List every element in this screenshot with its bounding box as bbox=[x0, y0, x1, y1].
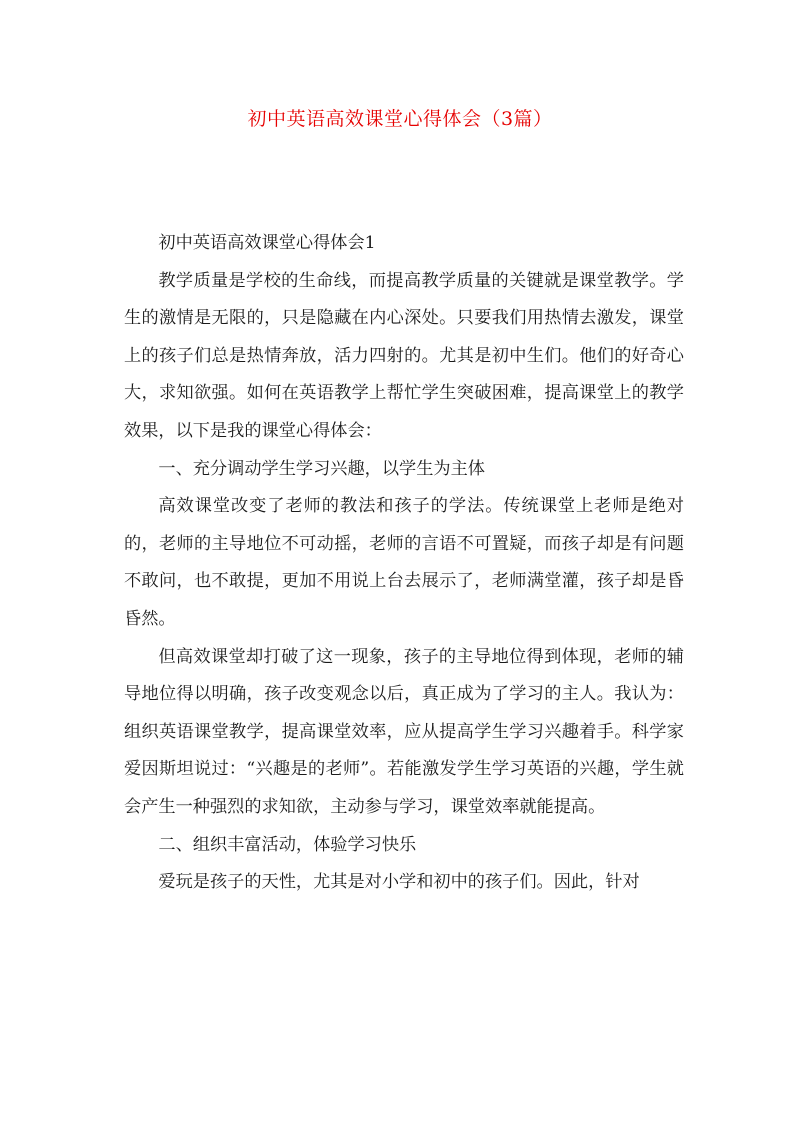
paragraph-intro: 教学质量是学校的生命线，而提高教学质量的关键就是课堂教学。学生的激情是无限的，只是隐藏在内心深处。只要我们用热情去激发，课堂上的孩子们总是热情奔放，活力四射的。尤其是初中生们。他们的好奇心大，求知欲强。如何在英语教学上帮忙学生突破困难，提高课堂上的教学效果，以下是我的课堂心得体会： bbox=[124, 270, 684, 441]
document-body bbox=[124, 225, 684, 902]
document-title: 初中英语高效课堂心得体会（3篇） bbox=[247, 108, 553, 130]
paragraph-traditional-classroom: 高效课堂改变了老师的教法和孩子的学法。传统课堂上老师是绝对的，老师的主导地位不可动摇，老师的言语不可置疑，而孩子却是有问题不敢问，也不敢提，更加不用说上台去展示了，老师满堂灌，孩子却是昏昏然。 bbox=[124, 496, 684, 629]
heading-point-two: 二、组织丰富活动，体验学习快乐 bbox=[158, 834, 417, 855]
paragraph-activities: 爱玩是孩子的天性，尤其是对小学和初中的孩子们。因此，针对 bbox=[158, 872, 640, 893]
paragraph-efficient-classroom: 但高效课堂却打破了这一现象，孩子的主导地位得到体现，老师的辅导地位得以明确，孩子改变观念以后，真正成为了学习的主人。我认为：组织英语课堂教学，提高课堂效率，应从提高学生学习兴趣着手。科学家爱因斯坦说过：“兴趣是的老师”。若能激发学生学习英语的兴趣，学生就会产生一种强烈的求知欲，主动参与学习，课堂效率就能提高。 bbox=[124, 646, 684, 817]
heading-point-one: 一、充分调动学生学习兴趣，以学生为主体 bbox=[158, 458, 485, 479]
section-title: 初中英语高效课堂心得体会1 bbox=[158, 233, 376, 253]
